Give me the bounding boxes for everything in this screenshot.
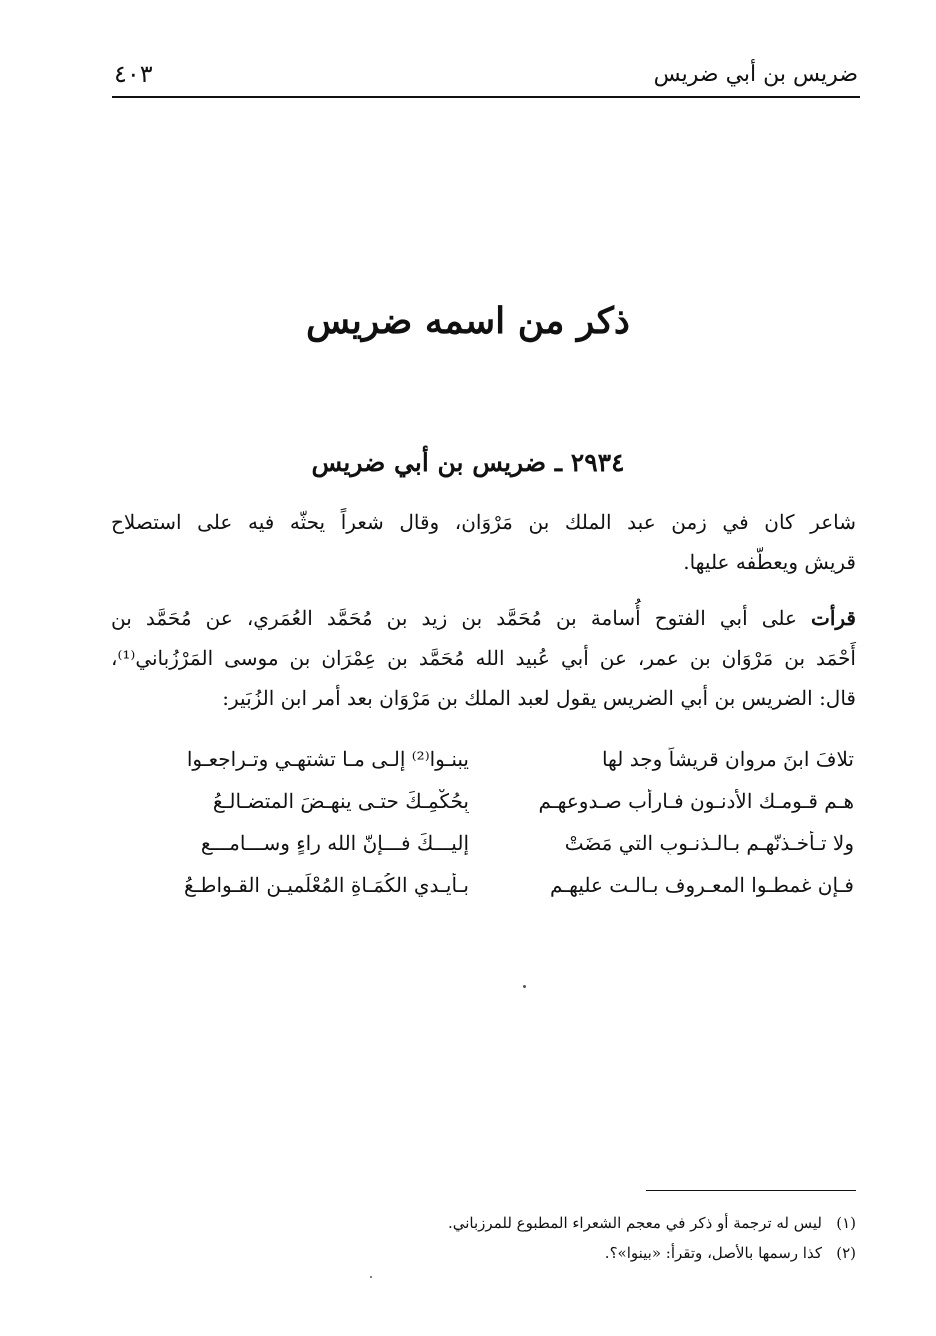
footnote-rule [646,1190,856,1191]
verse-row [114,780,854,822]
print-speck [523,985,526,988]
section-title: ذكر من اسمه ضريس [306,300,630,342]
running-title: ضريس بن أبي ضريس [653,62,858,87]
first-hemistich: تلافَ ابنَ مروان قريشاً وجد لها [601,747,854,771]
poem [114,738,854,906]
footnotes [111,1208,856,1268]
paragraph-line: قال: الضريس بن أبي الضريس يقول لعبد الملك بن مَرْوَان بعد أمر ابن الزُبَير: [222,686,856,710]
print-speck [370,1276,372,1278]
header-rule [112,96,860,98]
paragraph-line: قريش ويعطّفه عليها. [683,550,856,574]
first-hemistich: فـإن غمطـوا المعـروف بـالـت عليهـم [549,873,854,897]
entry-title: ٢٩٣٤ ـ ضريس بن أبي ضريس [311,448,625,477]
verse-row [114,864,854,906]
paragraph-line [111,598,856,638]
first-hemistich: هـم قـومـك الأدنـون فـارأب صـدوعهـم [538,789,854,813]
biography-paragraph [111,502,856,582]
paragraph-text: على أبي الفتوح أُسامة بن مُحَمَّد بن زيد بن مُحَمَّد العُمَري، عن مُحَمَّد بن [111,606,812,630]
paragraph-line: شاعر كان في زمن عبد الملك بن مَرْوَان، وقال شعراً يحثّه فيه على استصلاح [111,510,856,534]
first-hemistich: ولا تـأخـذنّهـم بـالـذنـوبِ التي مَضَتْ [564,831,854,855]
footnote-number: (١) [836,1214,856,1232]
footnote-text: كذا رسمها بالأصل، وتقرأ: «بينوا»؟. [604,1244,822,1262]
lead-word: قرأت [811,606,856,630]
second-hemistich: إليـــكَ فـــإنّ الله راءٍ وســـامـــع [200,831,469,855]
footnote [111,1238,856,1268]
verse-row [114,738,854,780]
second-hemistich: بِحُكْمِـكَ حتـى ينهـضَ المتضـالـعُ [212,789,469,813]
footnote-number: (٢) [836,1244,856,1262]
page-number: ٤٠٣ [114,60,153,88]
footnote-text: ليس له ترجمة أو ذكر في معجم الشعراء المطبوع للمرزباني. [447,1214,822,1232]
second-hemistich: بـأيـدي الكُمَـاةِ المُعْلَميـن القـواطـعُ [184,873,469,897]
paragraph-line: أَحْمَد بن مَرْوَان بن عمر، عن أبي عُبيد الله مُحَمَّد بن عِمْرَان بن موسى المَرْزُباني⁽¹⁾، [111,646,856,670]
isnad-paragraph [111,598,856,718]
verse-row [114,822,854,864]
second-hemistich: يبنـوا⁽²⁾ إلـى مـا تشتهـي وتـراجعـوا [186,747,469,771]
footnote [111,1208,856,1238]
